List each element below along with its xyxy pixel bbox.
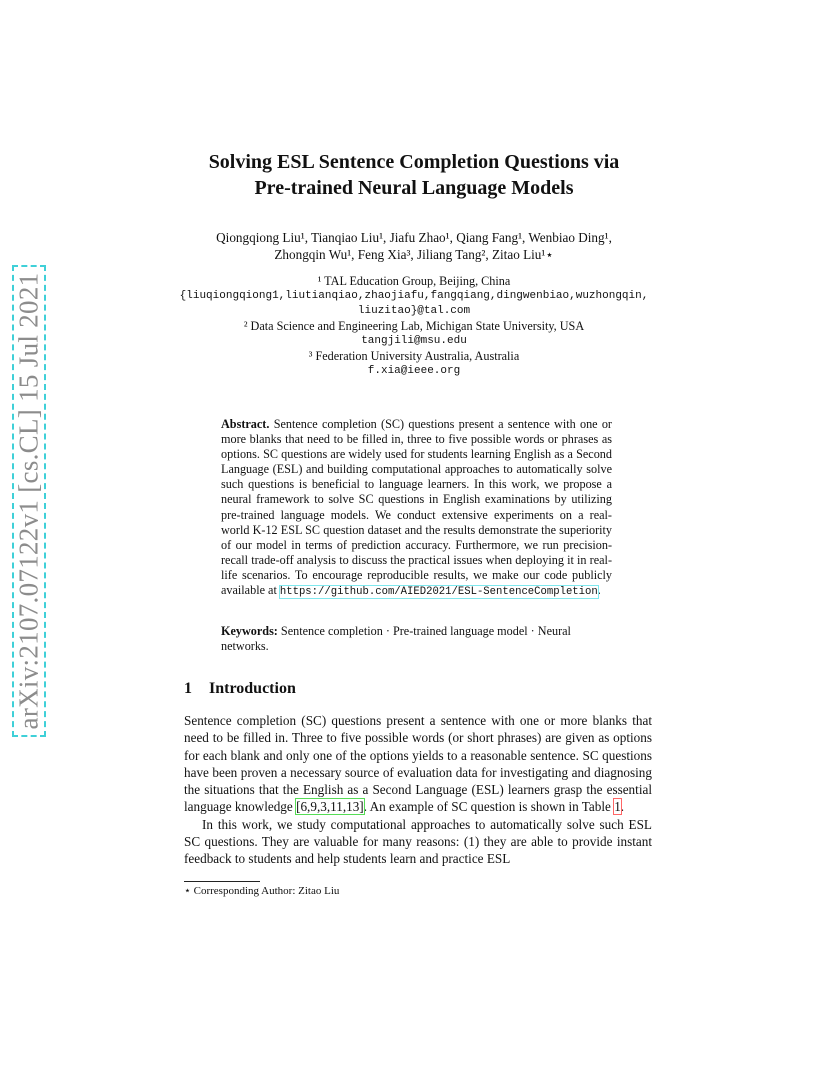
section-number: 1 [184, 680, 192, 697]
section-title: Introduction [209, 680, 296, 697]
affiliation-1: ¹ TAL Education Group, Beijing, China [317, 274, 511, 288]
affiliation-1-emails: {liuqiongqiong1,liutianqiao,zhaojiafu,fangqiang,dingwenbiao,wuzhongqin, [179, 290, 649, 302]
code-repository-link[interactable]: https://github.com/AIED2021/ESL-SentenceCompletion [279, 586, 598, 599]
abstract [221, 417, 612, 600]
abstract-label: Abstract. [221, 417, 270, 431]
section-heading [184, 680, 296, 698]
affiliation-2: ² Data Science and Engineering Lab, Michigan State University, USA [243, 319, 585, 333]
affiliation-1-emails-cont: liuzitao}@tal.com [357, 305, 471, 317]
introduction-body [184, 712, 652, 868]
intro-paragraph-1 [184, 712, 652, 816]
keywords [221, 624, 612, 654]
footnote-rule [184, 881, 260, 882]
abstract-tail: . [597, 583, 601, 598]
authors-line-1: Qiongqiong Liu¹, Tianqiao Liu¹, Jiafu Zhao¹, Qiang Fang¹, Wenbiao Ding¹, [216, 230, 612, 245]
keywords-label: Keywords: [221, 624, 278, 638]
affiliation-2-email: tangjili@msu.edu [361, 335, 467, 347]
title-line-2: Pre-trained Neural Language Models [254, 177, 574, 199]
intro-p1-end: . [620, 799, 625, 815]
keywords-text: Sentence completion · Pre-trained language model · Neural networks. [221, 624, 571, 654]
author-list [0, 229, 828, 263]
authors-line-2: Zhongqin Wu¹, Feng Xia³, Jiliang Tang², Zitao Liu¹⋆ [274, 247, 554, 262]
intro-paragraph-2: In this work, we study computational approaches to automatically solve such ESL SC questions. They are valuable for many reasons: (1) they are able to provide instant feedback to students and help students learn and practice ESL [184, 816, 652, 867]
intro-p1-text: Sentence completion (SC) questions present a sentence with one or more blanks that need to be filled in. Three to five possible words (or short phrases) are given as options for each blank and only one of the options yields to a reasonable sentence. SC questions have been proven a necessary source of evaluation data for investigating and diagnosing the situations that the English as a Second Language (ESL) learners grasp the essential language knowledge [184, 713, 652, 815]
paper-title [0, 149, 828, 201]
table-reference-link[interactable]: 1 [614, 799, 621, 815]
affiliation-3: ³ Federation University Australia, Australia [308, 349, 520, 363]
affiliations [0, 274, 828, 379]
title-line-1: Solving ESL Sentence Completion Questions via [208, 151, 620, 173]
abstract-text: Sentence completion (SC) questions present a sentence with one or more blanks that need to be filled in, three to five possible words or phrases as options. SC questions are widely used for students learning English as a Second Language (ESL) and building computational approaches to automatically solve such questions is beneficial to language learners. In this work, we propose a neural framework to solve SC questions in English examinations by utilizing pre-trained language models. We conduct extensive experiments on a real-world K-12 ESL SC question dataset and the results demonstrate the superiority of our model in terms of prediction accuracy. Furthermore, we run precision-recall trade-off analysis to discuss the practical issues when deploying it in real-life scenarios. To encourage reproducible results, we make our code publicly available at [221, 417, 612, 598]
arxiv-identifier: arXiv:2107.07122v1 [cs.CL] 15 Jul 2021 [13, 272, 44, 730]
footnote: ⋆ Corresponding Author: Zitao Liu [184, 885, 340, 897]
affiliation-3-email: f.xia@ieee.org [367, 365, 461, 377]
citation-link[interactable]: [6,9,3,11,13] [296, 799, 364, 815]
intro-p1-mid: . An example of SC question is shown in Table [363, 799, 611, 815]
